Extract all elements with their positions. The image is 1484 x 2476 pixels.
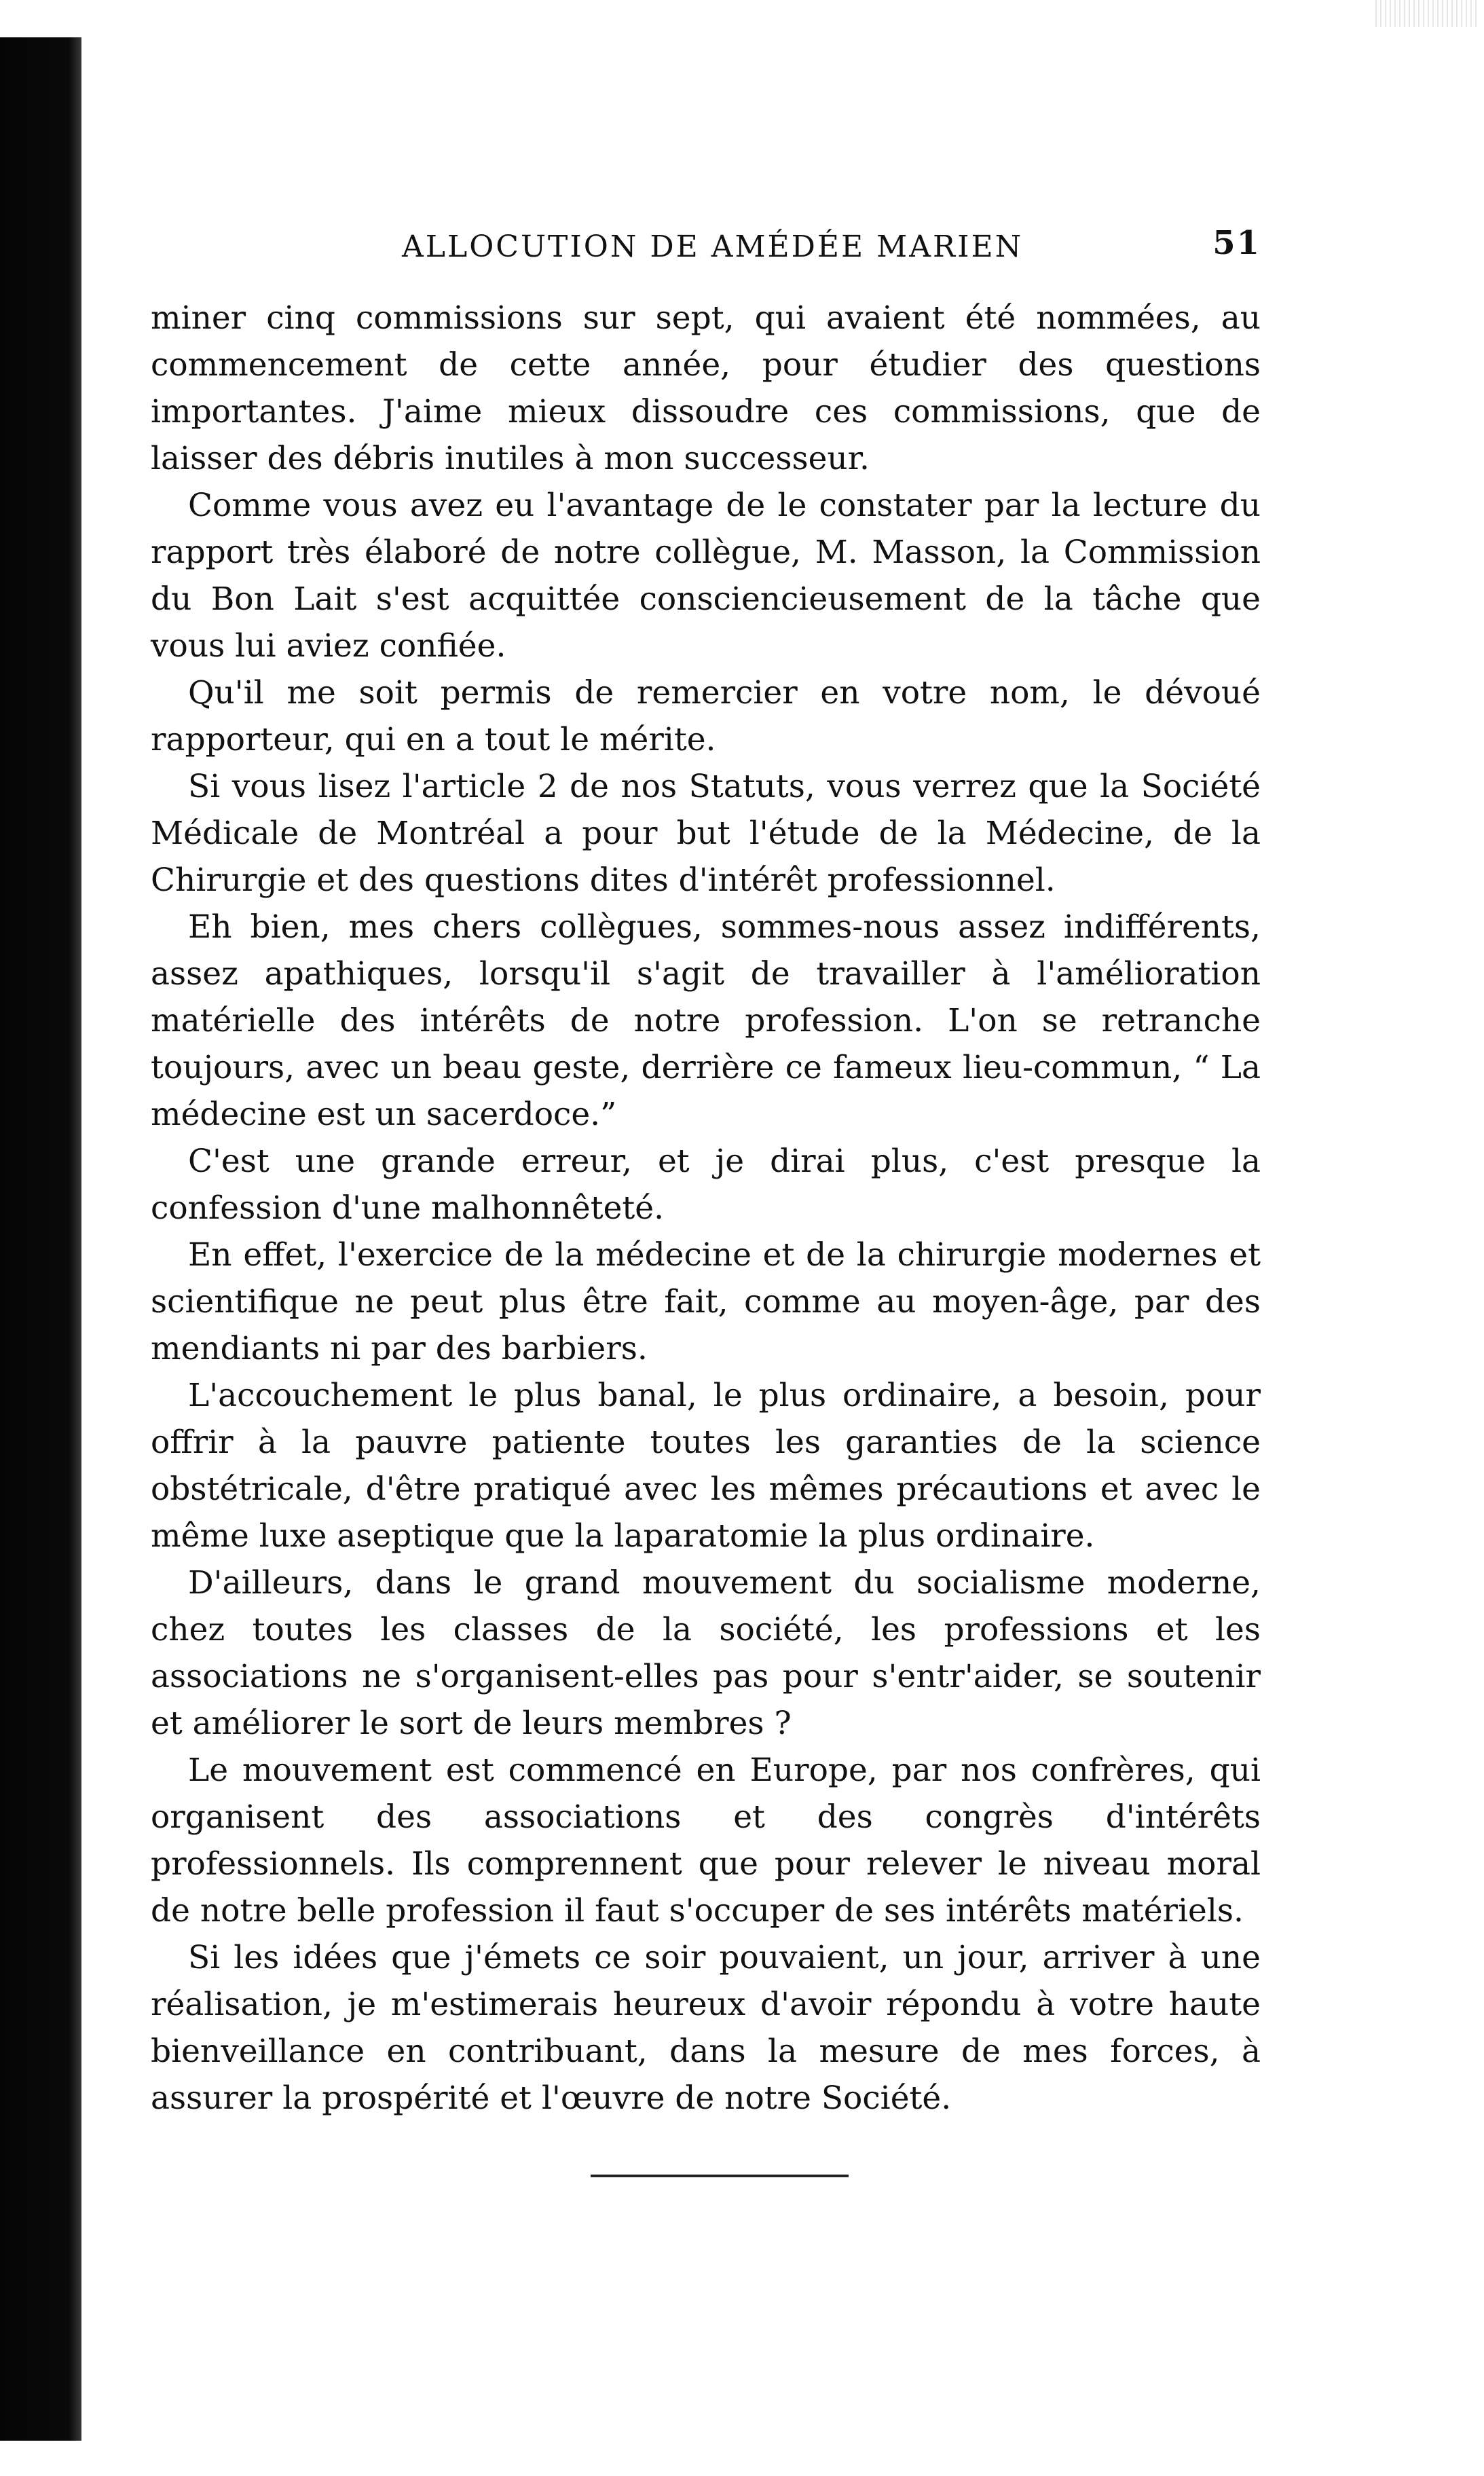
scan-binding-edge <box>0 37 81 2441</box>
paragraph: Qu'il me soit permis de remercier en votre nom, le dévoué rapporteur, qui en a tout le mérite. <box>151 674 1261 758</box>
paragraph: En effet, l'exercice de la médecine et de la chirurgie modernes et scientifique ne peut plus être fait, comme au moyen-âge, par des mendiants ni par des barbiers. <box>151 1236 1261 1367</box>
end-rule <box>591 2175 849 2177</box>
paragraph: Le mouvement est commencé en Europe, par nos confrères, qui organisent des associations et des congrès d'intérêts professionnels. Ils comprennent que pour relever le niveau moral de notre belle profession il faut s'occuper de ses intérêts matériels. <box>151 1752 1261 1929</box>
page-number: 51 <box>1212 224 1261 262</box>
paragraph: Si les idées que j'émets ce soir pouvaient, un jour, arriver à une réalisation, je m'estimerais heureux d'avoir répondu à votre haute bienveillance en contribuant, dans la mesure de mes forces, à assurer la prospérité et l'œuvre de notre Société. <box>151 1939 1261 2117</box>
running-title: ALLOCUTION DE AMÉDÉE MARIEN <box>402 229 1024 264</box>
scan-noise <box>1375 0 1477 27</box>
paragraph: Si vous lisez l'article 2 de nos Statuts, vous verrez que la Société Médicale de Montréal a pour but l'étude de la Médecine, de la Chirurgie et des questions dites d'intérêt professionnel. <box>151 768 1261 899</box>
book-page <box>151 224 1261 2177</box>
paragraph: C'est une grande erreur, et je dirai plus, c'est presque la confession d'une malhonnêteté. <box>151 1143 1261 1227</box>
paragraph: Comme vous avez eu l'avantage de le constater par la lecture du rapport très élaboré de notre collègue, M. Masson, la Commission du Bon Lait s'est acquittée consciencieusement de la tâche que vous lui aviez confiée. <box>151 487 1261 665</box>
paragraph: Eh bien, mes chers collègues, sommes-nous assez indifférents, assez apathiques, lorsqu'il s'agit de travailler à l'amélioration matérielle des intérêts de notre profession. L'on se retranche toujours, avec un beau geste, derrière ce fameux lieu-commun, “ La médecine est un sacerdoce.” <box>151 908 1261 1133</box>
body-text <box>151 295 1261 2122</box>
page-header <box>151 224 1261 285</box>
paragraph: miner cinq commissions sur sept, qui avaient été nommées, au commencement de cette année, pour étudier des questions importantes. J'aime mieux dissoudre ces commissions, que de laisser des débris inutiles à mon successeur. <box>151 299 1261 477</box>
paragraph: L'accouchement le plus banal, le plus ordinaire, a besoin, pour offrir à la pauvre patiente toutes les garanties de la science obstétricale, d'être pratiqué avec les mêmes précautions et avec le même luxe aseptique que la laparatomie la plus ordinaire. <box>151 1377 1261 1555</box>
paragraph: D'ailleurs, dans le grand mouvement du socialisme moderne, chez toutes les classes de la société, les professions et les associations ne s'organisent-elles pas pour s'entr'aider, se soutenir et améliorer le sort de leurs membres ? <box>151 1564 1261 1742</box>
